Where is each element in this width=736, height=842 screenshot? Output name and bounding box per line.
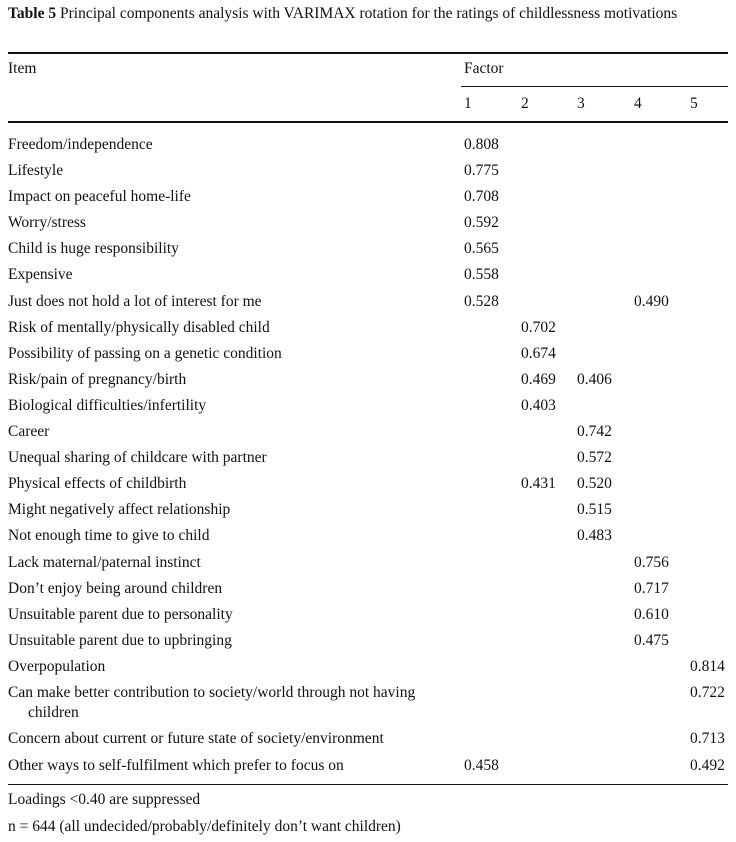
factor-4-loading: 0.475 (634, 631, 669, 649)
table-caption (8, 4, 732, 24)
header-rule (8, 121, 728, 123)
item-label: Don’t enjoy being around children (8, 579, 223, 597)
footnote-suppressed: Loadings <0.40 are suppressed (8, 791, 201, 808)
item-label: Other ways to self-fulfilment which prefer to focus on (8, 756, 344, 774)
table-row (0, 725, 736, 751)
factor-number-3: 3 (577, 95, 585, 112)
table-row (0, 183, 736, 209)
factor-header: Factor (464, 60, 504, 77)
table-row (0, 235, 736, 261)
factor-2-loading: 0.431 (521, 475, 556, 493)
factor-3-loading: 0.520 (577, 475, 612, 493)
item-label: Overpopulation (8, 657, 106, 675)
factor-5-loading: 0.492 (690, 756, 725, 774)
table-row (0, 575, 736, 601)
item-label: Worry/stress (8, 214, 86, 232)
factor-4-loading: 0.756 (634, 553, 669, 571)
table-row (0, 157, 736, 183)
item-label: Risk of mentally/physically disabled child (8, 318, 270, 336)
table-body (0, 131, 736, 778)
table-row (0, 261, 736, 287)
table-row (0, 209, 736, 235)
factor-3-loading: 0.406 (577, 370, 612, 388)
item-label: Not enough time to give to child (8, 527, 210, 545)
table-row (0, 601, 736, 627)
factor-5-loading: 0.722 (690, 683, 725, 701)
item-label: Freedom/independence (8, 136, 153, 153)
factor-1-loading: 0.458 (464, 756, 499, 774)
factor-number-4: 4 (634, 95, 642, 112)
table-row (0, 340, 736, 366)
table-row (0, 314, 736, 340)
table-row (0, 444, 736, 470)
bottom-rule (8, 784, 728, 785)
item-label: Career (8, 423, 50, 441)
table-row (0, 679, 736, 726)
table-title: Principal components analysis with VARIMAX rotation for the ratings of childlessness motivations (59, 5, 678, 22)
item-label: Biological difficulties/infertility (8, 396, 207, 414)
table-row (0, 418, 736, 444)
item-label: Lack maternal/paternal instinct (8, 553, 201, 571)
item-label: Expensive (8, 266, 73, 284)
table-row (0, 366, 736, 392)
table-row (0, 392, 736, 418)
factor-1-loading: 0.528 (464, 292, 499, 310)
factor-2-loading: 0.469 (521, 370, 556, 388)
factor-1-loading: 0.565 (464, 240, 499, 258)
factor-2-loading: 0.403 (521, 396, 556, 414)
factor-2-loading: 0.674 (521, 344, 556, 362)
footnote-sample-size: n = 644 (all undecided/probably/definitely don’t want children) (8, 818, 401, 835)
factor-5-loading: 0.814 (690, 657, 725, 675)
factor-4-loading: 0.717 (634, 579, 669, 597)
item-label: Risk/pain of pregnancy/birth (8, 370, 187, 388)
item-label: Just does not hold a lot of interest for me (8, 292, 262, 310)
factor-rule (461, 86, 728, 87)
item-label: Unsuitable parent due to personality (8, 605, 233, 623)
table-row (0, 496, 736, 522)
factor-1-loading: 0.558 (464, 266, 499, 284)
item-label: Impact on peaceful home-life (8, 188, 191, 206)
item-label: Possibility of passing on a genetic condition (8, 344, 282, 362)
factor-3-loading: 0.572 (577, 449, 612, 467)
factor-3-loading: 0.515 (577, 501, 612, 519)
factor-4-loading: 0.610 (634, 605, 669, 623)
factor-1-loading: 0.592 (464, 214, 499, 232)
factor-number-1: 1 (464, 95, 472, 112)
factor-number-5: 5 (690, 95, 698, 112)
factor-number-2: 2 (521, 95, 529, 112)
top-rule (8, 52, 728, 54)
table-row (0, 288, 736, 314)
factor-1-loading: 0.708 (464, 188, 499, 206)
factor-3-loading: 0.483 (577, 527, 612, 545)
factor-4-loading: 0.490 (634, 292, 669, 310)
item-label: Can make better contribution to society/world through not having children (8, 683, 416, 722)
table-row (0, 522, 736, 548)
table-row (0, 470, 736, 496)
item-label: Might negatively affect relationship (8, 501, 231, 519)
factor-2-loading: 0.702 (521, 318, 556, 336)
item-label: Concern about current or future state of society/environment (8, 730, 384, 748)
item-label: Unequal sharing of childcare with partner (8, 449, 267, 467)
item-label: Lifestyle (8, 162, 64, 180)
item-label: Child is huge responsibility (8, 240, 179, 258)
item-column-header: Item (8, 60, 37, 77)
table-row (0, 653, 736, 679)
table-row (0, 752, 736, 778)
table-row (0, 627, 736, 653)
table-row (0, 549, 736, 575)
factor-1-loading: 0.808 (464, 136, 499, 153)
item-label: Physical effects of childbirth (8, 475, 187, 493)
factor-1-loading: 0.775 (464, 162, 499, 180)
factor-3-loading: 0.742 (577, 423, 612, 441)
table-label: Table 5 (8, 5, 57, 22)
factor-5-loading: 0.713 (690, 730, 725, 748)
item-label: Unsuitable parent due to upbringing (8, 631, 232, 649)
table-row (0, 131, 736, 157)
